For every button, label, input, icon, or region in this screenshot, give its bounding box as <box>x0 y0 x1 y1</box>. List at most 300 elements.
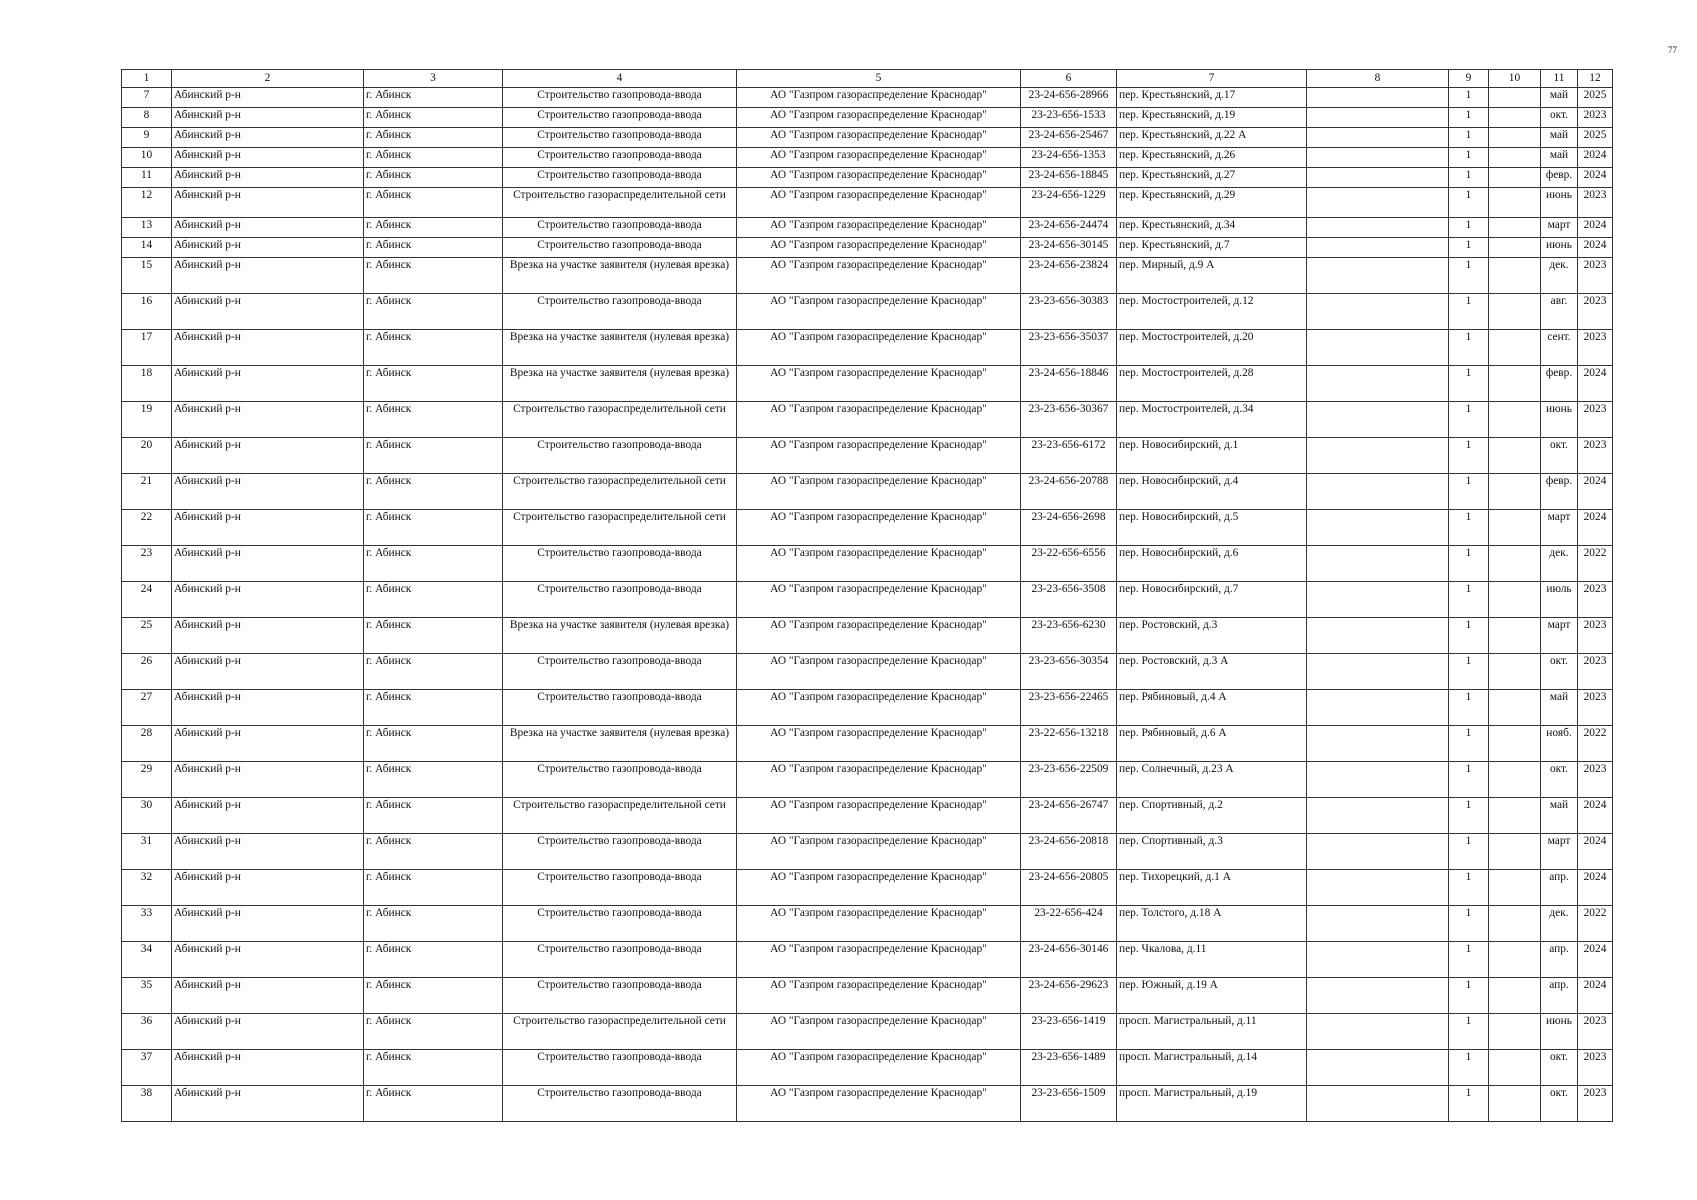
column-8-cell <box>1307 366 1449 402</box>
address-cell: пер. Спортивный, д.2 <box>1117 798 1307 834</box>
table-row <box>122 942 1613 978</box>
month-cell: март <box>1541 834 1578 870</box>
page-number: 77 <box>1668 45 1677 55</box>
column-10-cell <box>1489 618 1541 654</box>
column-header: 2 <box>172 70 364 88</box>
quantity-cell: 1 <box>1449 168 1489 188</box>
work-type-cell: Строительство газопровода-ввода <box>503 148 737 168</box>
address-cell: пер. Мостостроителей, д.34 <box>1117 402 1307 438</box>
year-cell: 2023 <box>1578 1014 1613 1050</box>
column-header: 11 <box>1541 70 1578 88</box>
year-cell: 2023 <box>1578 258 1613 294</box>
column-10-cell <box>1489 798 1541 834</box>
year-cell: 2024 <box>1578 148 1613 168</box>
column-8-cell <box>1307 108 1449 128</box>
column-8-cell <box>1307 148 1449 168</box>
month-cell: июнь <box>1541 238 1578 258</box>
table-row <box>122 546 1613 582</box>
month-cell: май <box>1541 128 1578 148</box>
organization-cell: АО "Газпром газораспределение Краснодар" <box>737 168 1021 188</box>
column-header: 5 <box>737 70 1021 88</box>
address-cell: пер. Новосибирский, д.7 <box>1117 582 1307 618</box>
row-number: 10 <box>122 148 172 168</box>
work-type-cell: Строительство газораспределительной сети <box>503 402 737 438</box>
work-type-cell: Строительство газораспределительной сети <box>503 798 737 834</box>
column-10-cell <box>1489 654 1541 690</box>
month-cell: нояб. <box>1541 726 1578 762</box>
city-cell: г. Абинск <box>364 798 503 834</box>
row-number: 28 <box>122 726 172 762</box>
request-code-cell: 23-23-656-30367 <box>1021 402 1117 438</box>
table-row <box>122 906 1613 942</box>
row-number: 15 <box>122 258 172 294</box>
quantity-cell: 1 <box>1449 238 1489 258</box>
address-cell: пер. Толстого, д.18 А <box>1117 906 1307 942</box>
district-cell: Абинский р-н <box>172 88 364 108</box>
district-cell: Абинский р-н <box>172 330 364 366</box>
column-10-cell <box>1489 510 1541 546</box>
work-type-cell: Строительство газопровода-ввода <box>503 762 737 798</box>
city-cell: г. Абинск <box>364 1050 503 1086</box>
work-type-cell: Строительство газопровода-ввода <box>503 978 737 1014</box>
row-number: 8 <box>122 108 172 128</box>
column-10-cell <box>1489 258 1541 294</box>
column-8-cell <box>1307 218 1449 238</box>
address-cell: пер. Крестьянский, д.7 <box>1117 238 1307 258</box>
work-type-cell: Строительство газопровода-ввода <box>503 906 737 942</box>
request-code-cell: 23-22-656-6556 <box>1021 546 1117 582</box>
work-type-cell: Строительство газопровода-ввода <box>503 690 737 726</box>
year-cell: 2023 <box>1578 438 1613 474</box>
city-cell: г. Абинск <box>364 108 503 128</box>
column-8-cell <box>1307 510 1449 546</box>
table-row <box>122 474 1613 510</box>
city-cell: г. Абинск <box>364 726 503 762</box>
organization-cell: АО "Газпром газораспределение Краснодар" <box>737 798 1021 834</box>
quantity-cell: 1 <box>1449 188 1489 218</box>
organization-cell: АО "Газпром газораспределение Краснодар" <box>737 618 1021 654</box>
work-type-cell: Строительство газопровода-ввода <box>503 88 737 108</box>
column-10-cell <box>1489 906 1541 942</box>
table-row <box>122 510 1613 546</box>
district-cell: Абинский р-н <box>172 654 364 690</box>
quantity-cell: 1 <box>1449 108 1489 128</box>
district-cell: Абинский р-н <box>172 218 364 238</box>
column-10-cell <box>1489 168 1541 188</box>
column-10-cell <box>1489 582 1541 618</box>
year-cell: 2023 <box>1578 1086 1613 1122</box>
work-type-cell: Строительство газораспределительной сети <box>503 474 737 510</box>
city-cell: г. Абинск <box>364 218 503 238</box>
row-number: 24 <box>122 582 172 618</box>
city-cell: г. Абинск <box>364 258 503 294</box>
table-row <box>122 330 1613 366</box>
column-10-cell <box>1489 330 1541 366</box>
address-cell: пер. Крестьянский, д.29 <box>1117 188 1307 218</box>
work-type-cell: Врезка на участке заявителя (нулевая врезка) <box>503 330 737 366</box>
request-code-cell: 23-24-656-2698 <box>1021 510 1117 546</box>
district-cell: Абинский р-н <box>172 906 364 942</box>
table-row <box>122 218 1613 238</box>
city-cell: г. Абинск <box>364 168 503 188</box>
column-10-cell <box>1489 218 1541 238</box>
column-header: 7 <box>1117 70 1307 88</box>
month-cell: июнь <box>1541 188 1578 218</box>
organization-cell: АО "Газпром газораспределение Краснодар" <box>737 294 1021 330</box>
year-cell: 2024 <box>1578 942 1613 978</box>
organization-cell: АО "Газпром газораспределение Краснодар" <box>737 546 1021 582</box>
city-cell: г. Абинск <box>364 128 503 148</box>
quantity-cell: 1 <box>1449 978 1489 1014</box>
address-cell: пер. Мостостроителей, д.12 <box>1117 294 1307 330</box>
request-code-cell: 23-23-656-35037 <box>1021 330 1117 366</box>
column-8-cell <box>1307 1014 1449 1050</box>
row-number: 32 <box>122 870 172 906</box>
district-cell: Абинский р-н <box>172 148 364 168</box>
column-8-cell <box>1307 690 1449 726</box>
address-cell: пер. Мирный, д.9 А <box>1117 258 1307 294</box>
column-8-cell <box>1307 438 1449 474</box>
city-cell: г. Абинск <box>364 1014 503 1050</box>
address-cell: пер. Новосибирский, д.1 <box>1117 438 1307 474</box>
district-cell: Абинский р-н <box>172 942 364 978</box>
column-10-cell <box>1489 870 1541 906</box>
row-number: 31 <box>122 834 172 870</box>
table-row <box>122 108 1613 128</box>
column-8-cell <box>1307 906 1449 942</box>
organization-cell: АО "Газпром газораспределение Краснодар" <box>737 726 1021 762</box>
city-cell: г. Абинск <box>364 942 503 978</box>
work-type-cell: Строительство газопровода-ввода <box>503 1050 737 1086</box>
column-header: 3 <box>364 70 503 88</box>
work-type-cell: Врезка на участке заявителя (нулевая врезка) <box>503 366 737 402</box>
month-cell: май <box>1541 798 1578 834</box>
year-cell: 2023 <box>1578 618 1613 654</box>
city-cell: г. Абинск <box>364 870 503 906</box>
table-row <box>122 366 1613 402</box>
month-cell: окт. <box>1541 1086 1578 1122</box>
column-8-cell <box>1307 978 1449 1014</box>
request-code-cell: 23-23-656-6172 <box>1021 438 1117 474</box>
table-row <box>122 618 1613 654</box>
city-cell: г. Абинск <box>364 654 503 690</box>
quantity-cell: 1 <box>1449 294 1489 330</box>
quantity-cell: 1 <box>1449 1086 1489 1122</box>
request-code-cell: 23-23-656-3508 <box>1021 582 1117 618</box>
table-row <box>122 762 1613 798</box>
address-cell: пер. Крестьянский, д.27 <box>1117 168 1307 188</box>
column-10-cell <box>1489 726 1541 762</box>
column-10-cell <box>1489 366 1541 402</box>
table-row <box>122 654 1613 690</box>
quantity-cell: 1 <box>1449 366 1489 402</box>
request-code-cell: 23-24-656-18846 <box>1021 366 1117 402</box>
address-cell: пер. Рябиновый, д.6 А <box>1117 726 1307 762</box>
column-10-cell <box>1489 1050 1541 1086</box>
column-8-cell <box>1307 942 1449 978</box>
column-10-cell <box>1489 148 1541 168</box>
address-cell: пер. Крестьянский, д.34 <box>1117 218 1307 238</box>
request-code-cell: 23-23-656-30383 <box>1021 294 1117 330</box>
month-cell: май <box>1541 88 1578 108</box>
request-code-cell: 23-23-656-1533 <box>1021 108 1117 128</box>
column-10-cell <box>1489 108 1541 128</box>
work-type-cell: Строительство газопровода-ввода <box>503 128 737 148</box>
work-type-cell: Строительство газораспределительной сети <box>503 510 737 546</box>
column-8-cell <box>1307 546 1449 582</box>
quantity-cell: 1 <box>1449 1050 1489 1086</box>
month-cell: апр. <box>1541 870 1578 906</box>
table-row <box>122 582 1613 618</box>
table-row <box>122 128 1613 148</box>
district-cell: Абинский р-н <box>172 1014 364 1050</box>
quantity-cell: 1 <box>1449 148 1489 168</box>
column-8-cell <box>1307 330 1449 366</box>
column-8-cell <box>1307 1050 1449 1086</box>
column-10-cell <box>1489 1014 1541 1050</box>
address-cell: пер. Тихорецкий, д.1 А <box>1117 870 1307 906</box>
city-cell: г. Абинск <box>364 582 503 618</box>
month-cell: окт. <box>1541 1050 1578 1086</box>
request-code-cell: 23-23-656-1419 <box>1021 1014 1117 1050</box>
year-cell: 2025 <box>1578 128 1613 148</box>
request-code-cell: 23-24-656-30145 <box>1021 238 1117 258</box>
request-code-cell: 23-23-656-6230 <box>1021 618 1117 654</box>
quantity-cell: 1 <box>1449 834 1489 870</box>
city-cell: г. Абинск <box>364 366 503 402</box>
year-cell: 2023 <box>1578 108 1613 128</box>
month-cell: дек. <box>1541 258 1578 294</box>
district-cell: Абинский р-н <box>172 294 364 330</box>
city-cell: г. Абинск <box>364 906 503 942</box>
address-cell: пер. Новосибирский, д.4 <box>1117 474 1307 510</box>
year-cell: 2023 <box>1578 294 1613 330</box>
organization-cell: АО "Газпром газораспределение Краснодар" <box>737 1050 1021 1086</box>
organization-cell: АО "Газпром газораспределение Краснодар" <box>737 366 1021 402</box>
city-cell: г. Абинск <box>364 148 503 168</box>
district-cell: Абинский р-н <box>172 128 364 148</box>
year-cell: 2024 <box>1578 870 1613 906</box>
column-10-cell <box>1489 978 1541 1014</box>
address-cell: пер. Новосибирский, д.5 <box>1117 510 1307 546</box>
table-row <box>122 148 1613 168</box>
quantity-cell: 1 <box>1449 88 1489 108</box>
row-number: 26 <box>122 654 172 690</box>
request-code-cell: 23-24-656-24474 <box>1021 218 1117 238</box>
request-code-cell: 23-24-656-26747 <box>1021 798 1117 834</box>
organization-cell: АО "Газпром газораспределение Краснодар" <box>737 188 1021 218</box>
row-number: 9 <box>122 128 172 148</box>
city-cell: г. Абинск <box>364 510 503 546</box>
address-cell: пер. Ростовский, д.3 <box>1117 618 1307 654</box>
month-cell: апр. <box>1541 978 1578 1014</box>
year-cell: 2024 <box>1578 366 1613 402</box>
column-header: 12 <box>1578 70 1613 88</box>
work-type-cell: Врезка на участке заявителя (нулевая врезка) <box>503 726 737 762</box>
district-cell: Абинский р-н <box>172 1086 364 1122</box>
year-cell: 2023 <box>1578 762 1613 798</box>
city-cell: г. Абинск <box>364 88 503 108</box>
table-row <box>122 726 1613 762</box>
year-cell: 2023 <box>1578 690 1613 726</box>
quantity-cell: 1 <box>1449 690 1489 726</box>
quantity-cell: 1 <box>1449 402 1489 438</box>
column-8-cell <box>1307 654 1449 690</box>
table-row <box>122 402 1613 438</box>
month-cell: окт. <box>1541 654 1578 690</box>
work-type-cell: Строительство газопровода-ввода <box>503 294 737 330</box>
column-10-cell <box>1489 942 1541 978</box>
work-type-cell: Строительство газопровода-ввода <box>503 1086 737 1122</box>
quantity-cell: 1 <box>1449 218 1489 238</box>
work-type-cell: Строительство газораспределительной сети <box>503 1014 737 1050</box>
request-code-cell: 23-23-656-22509 <box>1021 762 1117 798</box>
row-number: 35 <box>122 978 172 1014</box>
column-8-cell <box>1307 798 1449 834</box>
year-cell: 2024 <box>1578 798 1613 834</box>
row-number: 25 <box>122 618 172 654</box>
column-10-cell <box>1489 690 1541 726</box>
address-cell: пер. Крестьянский, д.22 А <box>1117 128 1307 148</box>
registry-table <box>121 69 1613 1122</box>
request-code-cell: 23-22-656-13218 <box>1021 726 1117 762</box>
request-code-cell: 23-24-656-1229 <box>1021 188 1117 218</box>
row-number: 38 <box>122 1086 172 1122</box>
row-number: 11 <box>122 168 172 188</box>
row-number: 21 <box>122 474 172 510</box>
column-header: 9 <box>1449 70 1489 88</box>
request-code-cell: 23-24-656-1353 <box>1021 148 1117 168</box>
quantity-cell: 1 <box>1449 654 1489 690</box>
column-8-cell <box>1307 258 1449 294</box>
row-number: 13 <box>122 218 172 238</box>
column-10-cell <box>1489 128 1541 148</box>
quantity-cell: 1 <box>1449 474 1489 510</box>
column-8-cell <box>1307 762 1449 798</box>
organization-cell: АО "Газпром газораспределение Краснодар" <box>737 690 1021 726</box>
column-8-cell <box>1307 870 1449 906</box>
table-row <box>122 834 1613 870</box>
row-number: 27 <box>122 690 172 726</box>
month-cell: июль <box>1541 582 1578 618</box>
row-number: 29 <box>122 762 172 798</box>
city-cell: г. Абинск <box>364 188 503 218</box>
organization-cell: АО "Газпром газораспределение Краснодар" <box>737 762 1021 798</box>
year-cell: 2022 <box>1578 546 1613 582</box>
column-header: 10 <box>1489 70 1541 88</box>
district-cell: Абинский р-н <box>172 546 364 582</box>
organization-cell: АО "Газпром газораспределение Краснодар" <box>737 402 1021 438</box>
work-type-cell: Строительство газопровода-ввода <box>503 870 737 906</box>
district-cell: Абинский р-н <box>172 474 364 510</box>
work-type-cell: Строительство газопровода-ввода <box>503 218 737 238</box>
work-type-cell: Строительство газопровода-ввода <box>503 438 737 474</box>
table-row <box>122 258 1613 294</box>
address-cell: просп. Магистральный, д.19 <box>1117 1086 1307 1122</box>
request-code-cell: 23-24-656-18845 <box>1021 168 1117 188</box>
quantity-cell: 1 <box>1449 128 1489 148</box>
request-code-cell: 23-24-656-28966 <box>1021 88 1117 108</box>
district-cell: Абинский р-н <box>172 798 364 834</box>
column-8-cell <box>1307 188 1449 218</box>
organization-cell: АО "Газпром газораспределение Краснодар" <box>737 148 1021 168</box>
header-row <box>122 70 1613 88</box>
table-row <box>122 88 1613 108</box>
year-cell: 2024 <box>1578 834 1613 870</box>
row-number: 34 <box>122 942 172 978</box>
organization-cell: АО "Газпром газораспределение Краснодар" <box>737 108 1021 128</box>
organization-cell: АО "Газпром газораспределение Краснодар" <box>737 654 1021 690</box>
request-code-cell: 23-23-656-30354 <box>1021 654 1117 690</box>
column-10-cell <box>1489 88 1541 108</box>
month-cell: март <box>1541 218 1578 238</box>
month-cell: март <box>1541 618 1578 654</box>
request-code-cell: 23-22-656-424 <box>1021 906 1117 942</box>
city-cell: г. Абинск <box>364 978 503 1014</box>
year-cell: 2023 <box>1578 1050 1613 1086</box>
quantity-cell: 1 <box>1449 942 1489 978</box>
district-cell: Абинский р-н <box>172 726 364 762</box>
month-cell: февр. <box>1541 366 1578 402</box>
request-code-cell: 23-24-656-20805 <box>1021 870 1117 906</box>
work-type-cell: Строительство газопровода-ввода <box>503 582 737 618</box>
column-10-cell <box>1489 438 1541 474</box>
quantity-cell: 1 <box>1449 330 1489 366</box>
address-cell: пер. Солнечный, д.23 А <box>1117 762 1307 798</box>
table-row <box>122 188 1613 218</box>
city-cell: г. Абинск <box>364 438 503 474</box>
row-number: 36 <box>122 1014 172 1050</box>
table-body <box>122 88 1613 1122</box>
district-cell: Абинский р-н <box>172 690 364 726</box>
column-8-cell <box>1307 128 1449 148</box>
column-8-cell <box>1307 474 1449 510</box>
column-10-cell <box>1489 546 1541 582</box>
district-cell: Абинский р-н <box>172 438 364 474</box>
organization-cell: АО "Газпром газораспределение Краснодар" <box>737 330 1021 366</box>
request-code-cell: 23-24-656-20788 <box>1021 474 1117 510</box>
column-8-cell <box>1307 1086 1449 1122</box>
organization-cell: АО "Газпром газораспределение Краснодар" <box>737 942 1021 978</box>
city-cell: г. Абинск <box>364 618 503 654</box>
month-cell: февр. <box>1541 168 1578 188</box>
table-row <box>122 238 1613 258</box>
quantity-cell: 1 <box>1449 726 1489 762</box>
column-header: 8 <box>1307 70 1449 88</box>
month-cell: окт. <box>1541 762 1578 798</box>
district-cell: Абинский р-н <box>172 168 364 188</box>
city-cell: г. Абинск <box>364 402 503 438</box>
work-type-cell: Строительство газопровода-ввода <box>503 942 737 978</box>
year-cell: 2023 <box>1578 402 1613 438</box>
year-cell: 2022 <box>1578 906 1613 942</box>
row-number: 17 <box>122 330 172 366</box>
organization-cell: АО "Газпром газораспределение Краснодар" <box>737 474 1021 510</box>
column-10-cell <box>1489 238 1541 258</box>
column-8-cell <box>1307 168 1449 188</box>
table-row <box>122 1086 1613 1122</box>
row-number: 23 <box>122 546 172 582</box>
month-cell: дек. <box>1541 906 1578 942</box>
organization-cell: АО "Газпром газораспределение Краснодар" <box>737 218 1021 238</box>
work-type-cell: Врезка на участке заявителя (нулевая врезка) <box>503 618 737 654</box>
month-cell: окт. <box>1541 108 1578 128</box>
year-cell: 2024 <box>1578 978 1613 1014</box>
table-row <box>122 438 1613 474</box>
column-8-cell <box>1307 294 1449 330</box>
table-row <box>122 1014 1613 1050</box>
table-row <box>122 978 1613 1014</box>
